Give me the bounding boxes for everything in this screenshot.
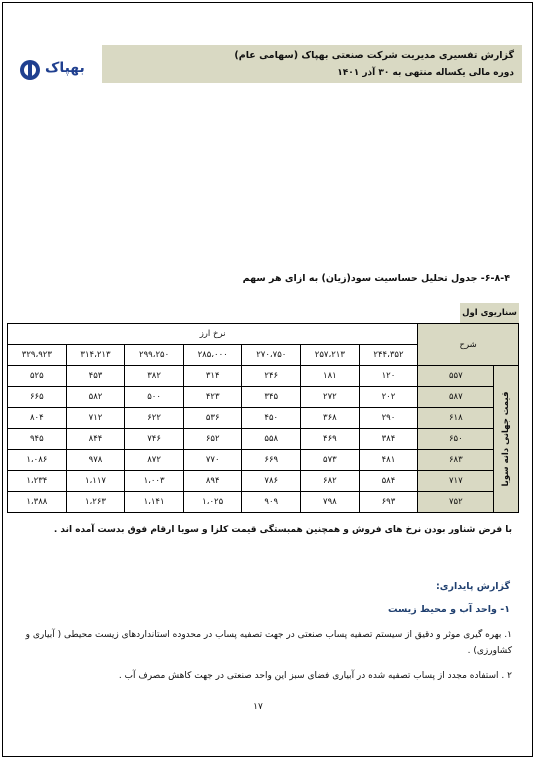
table-cell: ۶۹۳ bbox=[359, 492, 418, 513]
table-cell: ۵۰۰ bbox=[125, 387, 184, 408]
table-cell: ۴۵۰ bbox=[242, 408, 301, 429]
sensitivity-table bbox=[7, 323, 519, 513]
table-cell: ۴۶۹ bbox=[301, 429, 360, 450]
table-cell: ۸۹۴ bbox=[183, 471, 242, 492]
company-logo bbox=[19, 59, 97, 81]
table-row bbox=[8, 408, 519, 429]
table-cell: ۴۲۳ bbox=[183, 387, 242, 408]
table-cell: ۹۰۹ bbox=[242, 492, 301, 513]
row-label: ۶۵۰ bbox=[418, 429, 494, 450]
report-period: دوره مالی یکساله منتهی به ۳۰ آذر ۱۴۰۱ bbox=[337, 68, 514, 78]
table-cell: ۵۵۸ bbox=[242, 429, 301, 450]
table-cell: ۸۴۴ bbox=[66, 429, 125, 450]
table-cell: ۵۲۵ bbox=[8, 366, 67, 387]
table-cell: ۷۴۶ bbox=[125, 429, 184, 450]
table-cell: ۱،۱۱۷ bbox=[66, 471, 125, 492]
table-cell: ۳۸۲ bbox=[125, 366, 184, 387]
table-cell: ۳۱۴ bbox=[183, 366, 242, 387]
table-cell: ۶۲۲ bbox=[125, 408, 184, 429]
sustainability-title: گزارش پایداری: bbox=[436, 581, 510, 592]
table-row bbox=[8, 366, 519, 387]
table-cell: ۱،۰۰۳ bbox=[125, 471, 184, 492]
assumption-note: با فرض شناور بودن نرخ های فروش و همچنین همبستگی قیمت کلزا و سویا ارقام فوق بدست آمده اند . bbox=[53, 525, 512, 535]
logo-emblem-icon bbox=[19, 59, 41, 81]
table-row bbox=[8, 429, 519, 450]
table-cell: ۱۸۱ bbox=[301, 366, 360, 387]
table-cell: ۶۵۲ bbox=[183, 429, 242, 450]
column-header: ۲۷۰،۷۵۰ bbox=[242, 345, 301, 366]
table-cell: ۳۴۵ bbox=[242, 387, 301, 408]
table-cell: ۸۰۴ bbox=[8, 408, 67, 429]
table-cell: ۴۵۳ bbox=[66, 366, 125, 387]
water-environment-title: ۱- واحد آب و محیط زیست bbox=[387, 604, 510, 615]
table-cell: ۷۱۲ bbox=[66, 408, 125, 429]
table-cell: ۱،۱۴۱ bbox=[125, 492, 184, 513]
table-cell: ۴۸۱ bbox=[359, 450, 418, 471]
row-label: ۷۵۲ bbox=[418, 492, 494, 513]
row-label: ۶۸۳ bbox=[418, 450, 494, 471]
logo-text: بهپاک bbox=[45, 60, 85, 76]
sustainability-item: ۲ . استفاده مجدد از پساب تصفیه شده در آبیاری فضای سبز این واحد صنعتی در جهت کاهش مصرف آب . bbox=[118, 671, 512, 681]
table-cell: ۸۷۲ bbox=[125, 450, 184, 471]
table-cell: ۱،۳۸۸ bbox=[8, 492, 67, 513]
table-cell: ۶۸۲ bbox=[301, 471, 360, 492]
table-cell: ۵۸۲ bbox=[66, 387, 125, 408]
table-cell: ۶۶۹ bbox=[242, 450, 301, 471]
soybean-price-label: قیمت جهانی دانه سویا bbox=[501, 391, 512, 487]
soybean-price-group bbox=[494, 366, 519, 513]
scenario-label: سناریوی اول bbox=[460, 303, 519, 323]
description-header: شرح bbox=[418, 324, 519, 366]
report-title: گزارش تفسیری مدیریت شرکت صنعتی بهپاک (سهامی عام) bbox=[234, 50, 514, 61]
table-cell: ۵۳۶ bbox=[183, 408, 242, 429]
document-page bbox=[2, 2, 533, 757]
row-label: ۵۸۷ bbox=[418, 387, 494, 408]
sustainability-item: ۱. بهره گیری موثر و دقیق از سیستم تصفیه پساب صنعتی در جهت تصفیه پساب در محدوده استانداردهای زیست محیطی ( آبیاری و کشاورزی) . bbox=[25, 630, 512, 656]
table-cell: ۲۰۲ bbox=[359, 387, 418, 408]
column-header: ۳۲۹،۹۲۳ bbox=[8, 345, 67, 366]
table-cell: ۳۸۴ bbox=[359, 429, 418, 450]
table-cell: ۶۶۵ bbox=[8, 387, 67, 408]
row-label: ۶۱۸ bbox=[418, 408, 494, 429]
table-cell: ۱۲۰ bbox=[359, 366, 418, 387]
column-header: ۲۵۷،۲۱۳ bbox=[301, 345, 360, 366]
page-number: ۱۷ bbox=[253, 702, 263, 712]
section-heading: ۶-۸-۴- جدول تحلیل حساسیت سود(زیان) به ازای هر سهم bbox=[242, 273, 510, 284]
exchange-rate-header: نرخ ارز bbox=[8, 324, 418, 345]
table-cell: ۷۸۶ bbox=[242, 471, 301, 492]
table-row bbox=[8, 450, 519, 471]
table-cell: ۱،۲۳۴ bbox=[8, 471, 67, 492]
table-row bbox=[8, 387, 519, 408]
table-cell: ۷۷۰ bbox=[183, 450, 242, 471]
table-cell: ۱،۲۶۳ bbox=[66, 492, 125, 513]
report-header bbox=[102, 45, 522, 83]
column-header: ۲۸۵،۰۰۰ bbox=[183, 345, 242, 366]
table-cell: ۹۷۸ bbox=[66, 450, 125, 471]
table-cell: ۵۸۴ bbox=[359, 471, 418, 492]
table-cell: ۱،۰۲۵ bbox=[183, 492, 242, 513]
table-cell: ۲۹۰ bbox=[359, 408, 418, 429]
table-cell: ۹۴۵ bbox=[8, 429, 67, 450]
table-header-row bbox=[8, 324, 519, 345]
row-label: ۵۵۷ bbox=[418, 366, 494, 387]
table-row bbox=[8, 492, 519, 513]
column-header: ۲۹۹،۲۵۰ bbox=[125, 345, 184, 366]
table-row bbox=[8, 471, 519, 492]
table-cell: ۵۷۳ bbox=[301, 450, 360, 471]
column-header: ۳۱۴،۲۱۳ bbox=[66, 345, 125, 366]
table-cell: ۱،۰۸۶ bbox=[8, 450, 67, 471]
column-header: ۲۴۴،۳۵۲ bbox=[359, 345, 418, 366]
table-cell: ۳۶۸ bbox=[301, 408, 360, 429]
table-cell: ۲۴۶ bbox=[242, 366, 301, 387]
table-cell: ۲۷۲ bbox=[301, 387, 360, 408]
table-cell: ۷۹۸ bbox=[301, 492, 360, 513]
row-label: ۷۱۷ bbox=[418, 471, 494, 492]
